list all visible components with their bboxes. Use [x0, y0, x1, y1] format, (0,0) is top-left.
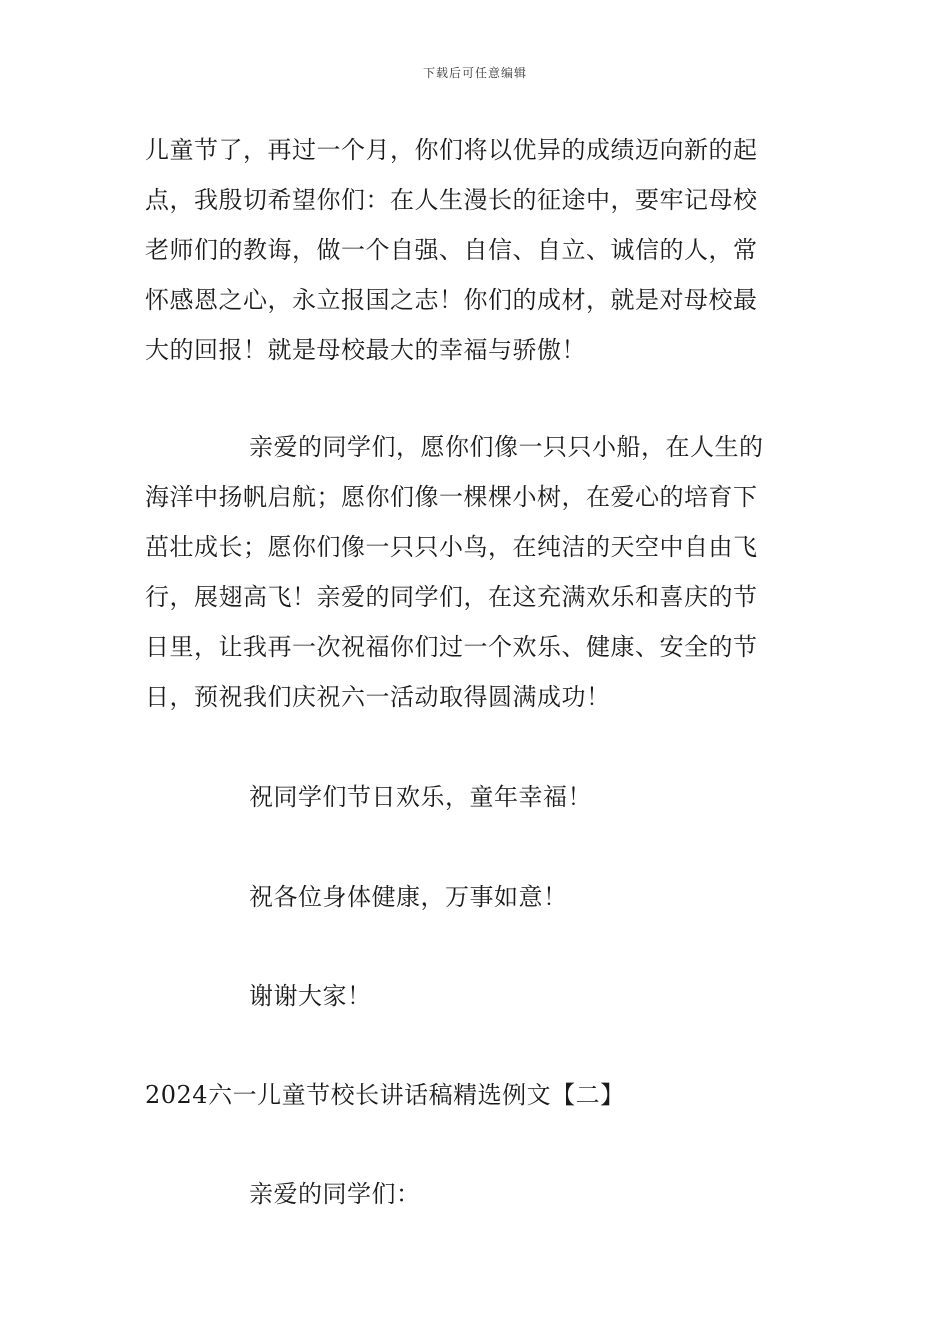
paragraph-line: 亲爱的同学们，愿你们像一只只小船，在人生的: [249, 433, 764, 461]
greeting-line: 亲爱的同学们：: [249, 1180, 421, 1208]
thanks-line: 谢谢大家！: [249, 982, 372, 1010]
paragraph-line: 老师们的教诲，做一个自强、自信、自立、诚信的人，常: [145, 236, 758, 264]
paragraph-line: 日，预祝我们庆祝六一活动取得圆满成功！: [145, 683, 611, 711]
paragraph-line: 大的回报！就是母校最大的幸福与骄傲！: [145, 336, 586, 364]
wish-line: 祝同学们节日欢乐，童年幸福！: [249, 783, 592, 811]
paragraph-line: 行，展翅高飞！亲爱的同学们，在这充满欢乐和喜庆的节: [145, 583, 758, 611]
paragraph-line: 茁壮成长；愿你们像一只只小鸟，在纯洁的天空中自由飞: [145, 533, 758, 561]
paragraph-line: 点，我殷切希望你们：在人生漫长的征途中，要牢记母校: [145, 186, 758, 214]
paragraph-line: 海洋中扬帆启航；愿你们像一棵棵小树，在爱心的培育下: [145, 483, 758, 511]
paragraph-line: 怀感恩之心，永立报国之志！你们的成材，就是对母校最: [145, 286, 758, 314]
wish-line: 祝各位身体健康，万事如意！: [249, 883, 568, 911]
paragraph-line: 日里，让我再一次祝福你们过一个欢乐、健康、安全的节: [145, 633, 758, 661]
paragraph-line: 儿童节了，再过一个月，你们将以优异的成绩迈向新的起: [145, 136, 758, 164]
section-title: 2024六一儿童节校长讲话稿精选例文【二】: [145, 1081, 625, 1109]
page-header: 下载后可任意编辑: [422, 66, 527, 80]
